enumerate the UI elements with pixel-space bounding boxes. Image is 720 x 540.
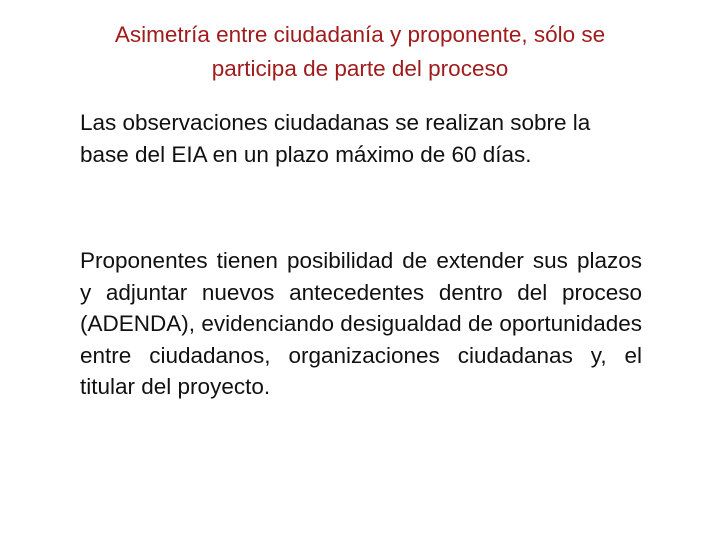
paragraph-proponents-extensions: Proponentes tienen posibilidad de extender sus plazos y adjuntar nuevos antecedentes dentro del proceso (ADENDA), evidenciando desigualdad de oportunidades entre ciudadanos, organizaciones ciudadanas y, el titular del proyecto. [80, 248, 642, 399]
slide-title: Asimetría entre ciudadanía y proponente, sólo se participa de parte del proceso [114, 22, 606, 81]
paragraph-observations-deadline: Las observaciones ciudadanas se realizan sobre la base del EIA en un plazo máximo de 60 días. [80, 110, 591, 167]
